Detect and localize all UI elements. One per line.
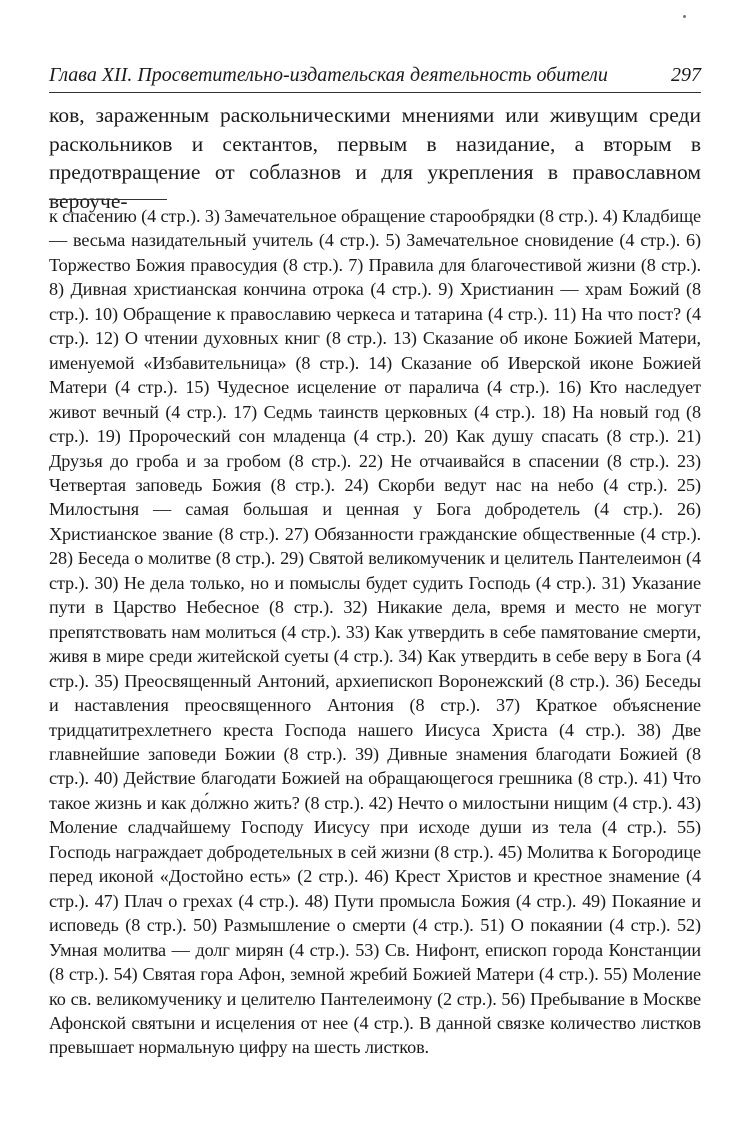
header-rule (49, 92, 701, 93)
scan-speck (683, 15, 686, 18)
running-title: Глава XII. Просветительно-издательская деятельность обители (49, 64, 608, 86)
footnote-separator (49, 199, 167, 200)
page-number: 297 (671, 64, 701, 86)
body-paragraph: ков, зараженным раскольническими мнениями или живущим среди раскольников и сектантов, первым в назидание, а вторым в предотвращение от соблазнов и для укрепления в православном вероуче- (49, 103, 701, 213)
footnote-text: к спасению (4 стр.). 3) Замечательное обращение старообрядки (8 стр.). 4) Кладбище — весьма назидательный учитель (4 стр.). 5) Замечательное сновидение (4 стр.). 6) Торжество Божия правосудия (8 стр.). 7) Правила для благочестивой жизни (8 стр.). 8) Дивная христианская кончина отрока (4 стр.). 9) Христианин — храм Божий (8 стр.). 10) Обращение к православию черкеса и татарина (4 стр.). 11) На что пост? (4 стр.). 12) О чтении духовных книг (8 стр.). 13) Сказание об иконе Божией Матери, именуемой «Избавительница» (8 стр.). 14) Сказание об Иверской иконе Божией Матери (4 стр.). 15) Чудесное исцеление от паралича (4 стр.). 16) Кто наследует живот вечный (4 стр.). 17) Седмь таинств церковных (4 стр.). 18) На новый год (8 стр.). 19) Пророческий сон младенца (4 стр.). 20) Как душу спасать (8 стр.). 21) Друзья до гроба и за гробом (8 стр.). 22) Не отчаивайся в спасении (8 стр.). 23) Четвертая заповедь Божия (8 стр.). 24) Скорби ведут нас на небо (4 стр.). 25) Милостыня — самая большая и ценная у Бога добродетель (4 стр.). 26) Христианское звание (8 стр.). 27) Обязанности гражданские общественные (4 стр.). 28) Беседа о молитве (8 стр.). 29) Святой великомученик и целитель Пантелеимон (4 стр.). 30) Не дела только, но и помыслы будет судить Господь (4 стр.). 31) Указание пути в Царство Небесное (8 стр.). 32) Никакие дела, время и место не могут препятствовать нам молиться (4 стр.). 33) Как утвердить в себе памятование смерти, живя в мире среди житейской суеты (4 стр.). 34) Как утвердить в себе веру в Бога (4 стр.). 35) Преосвященный Антоний, архиепископ Воронежский (8 стр.). 36) Беседы и наставления преосвященного Антония (8 стр.). 37) Краткое объяснение тридцатитрехлетнего креста Господа нашего Иисуса Христа (4 стр.). 38) Две главнейшие заповеди Божии (8 стр.). 39) Дивные знамения благодати Божией (8 стр.). 40) Действие благодати Божией на обращающегося грешника (8 стр.). 41) Что такое жизнь и как до́лжно жить? (8 стр.). 42) Нечто о милостыни нищим (4 стр.). 43) Моление сладчайшему Господу Иисусу при исходе души из тела (4 стр.). 55) Господь награждает добродетельных в сей жизни (8 стр.). 45) Молитва к Богородице перед иконой «Достойно есть» (2 стр.). 46) Крест Христов и крестное знамение (4 стр.). 47) Плач о грехах (4 стр.). 48) Пути промысла Божия (4 стр.). 49) Покаяние и исповедь (8 стр.). 50) Размышление о смерти (4 стр.). 51) О покаянии (4 стр.). 52) Умная молитва — долг мирян (4 стр.). 53) Св. Нифонт, епископ города Констанции (8 стр.). 54) Святая гора Афон, земной жребий Божией Матери (4 стр.). 55) Моление ко св. великомученику и целителю Пантелеимону (2 стр.). 56) Пребывание в Москве Афонской святыни и исцеления от нее (4 стр.). В данной связке количество листков превышает нормальную цифру на шесть листков. (49, 206, 701, 1058)
running-header (49, 61, 701, 89)
